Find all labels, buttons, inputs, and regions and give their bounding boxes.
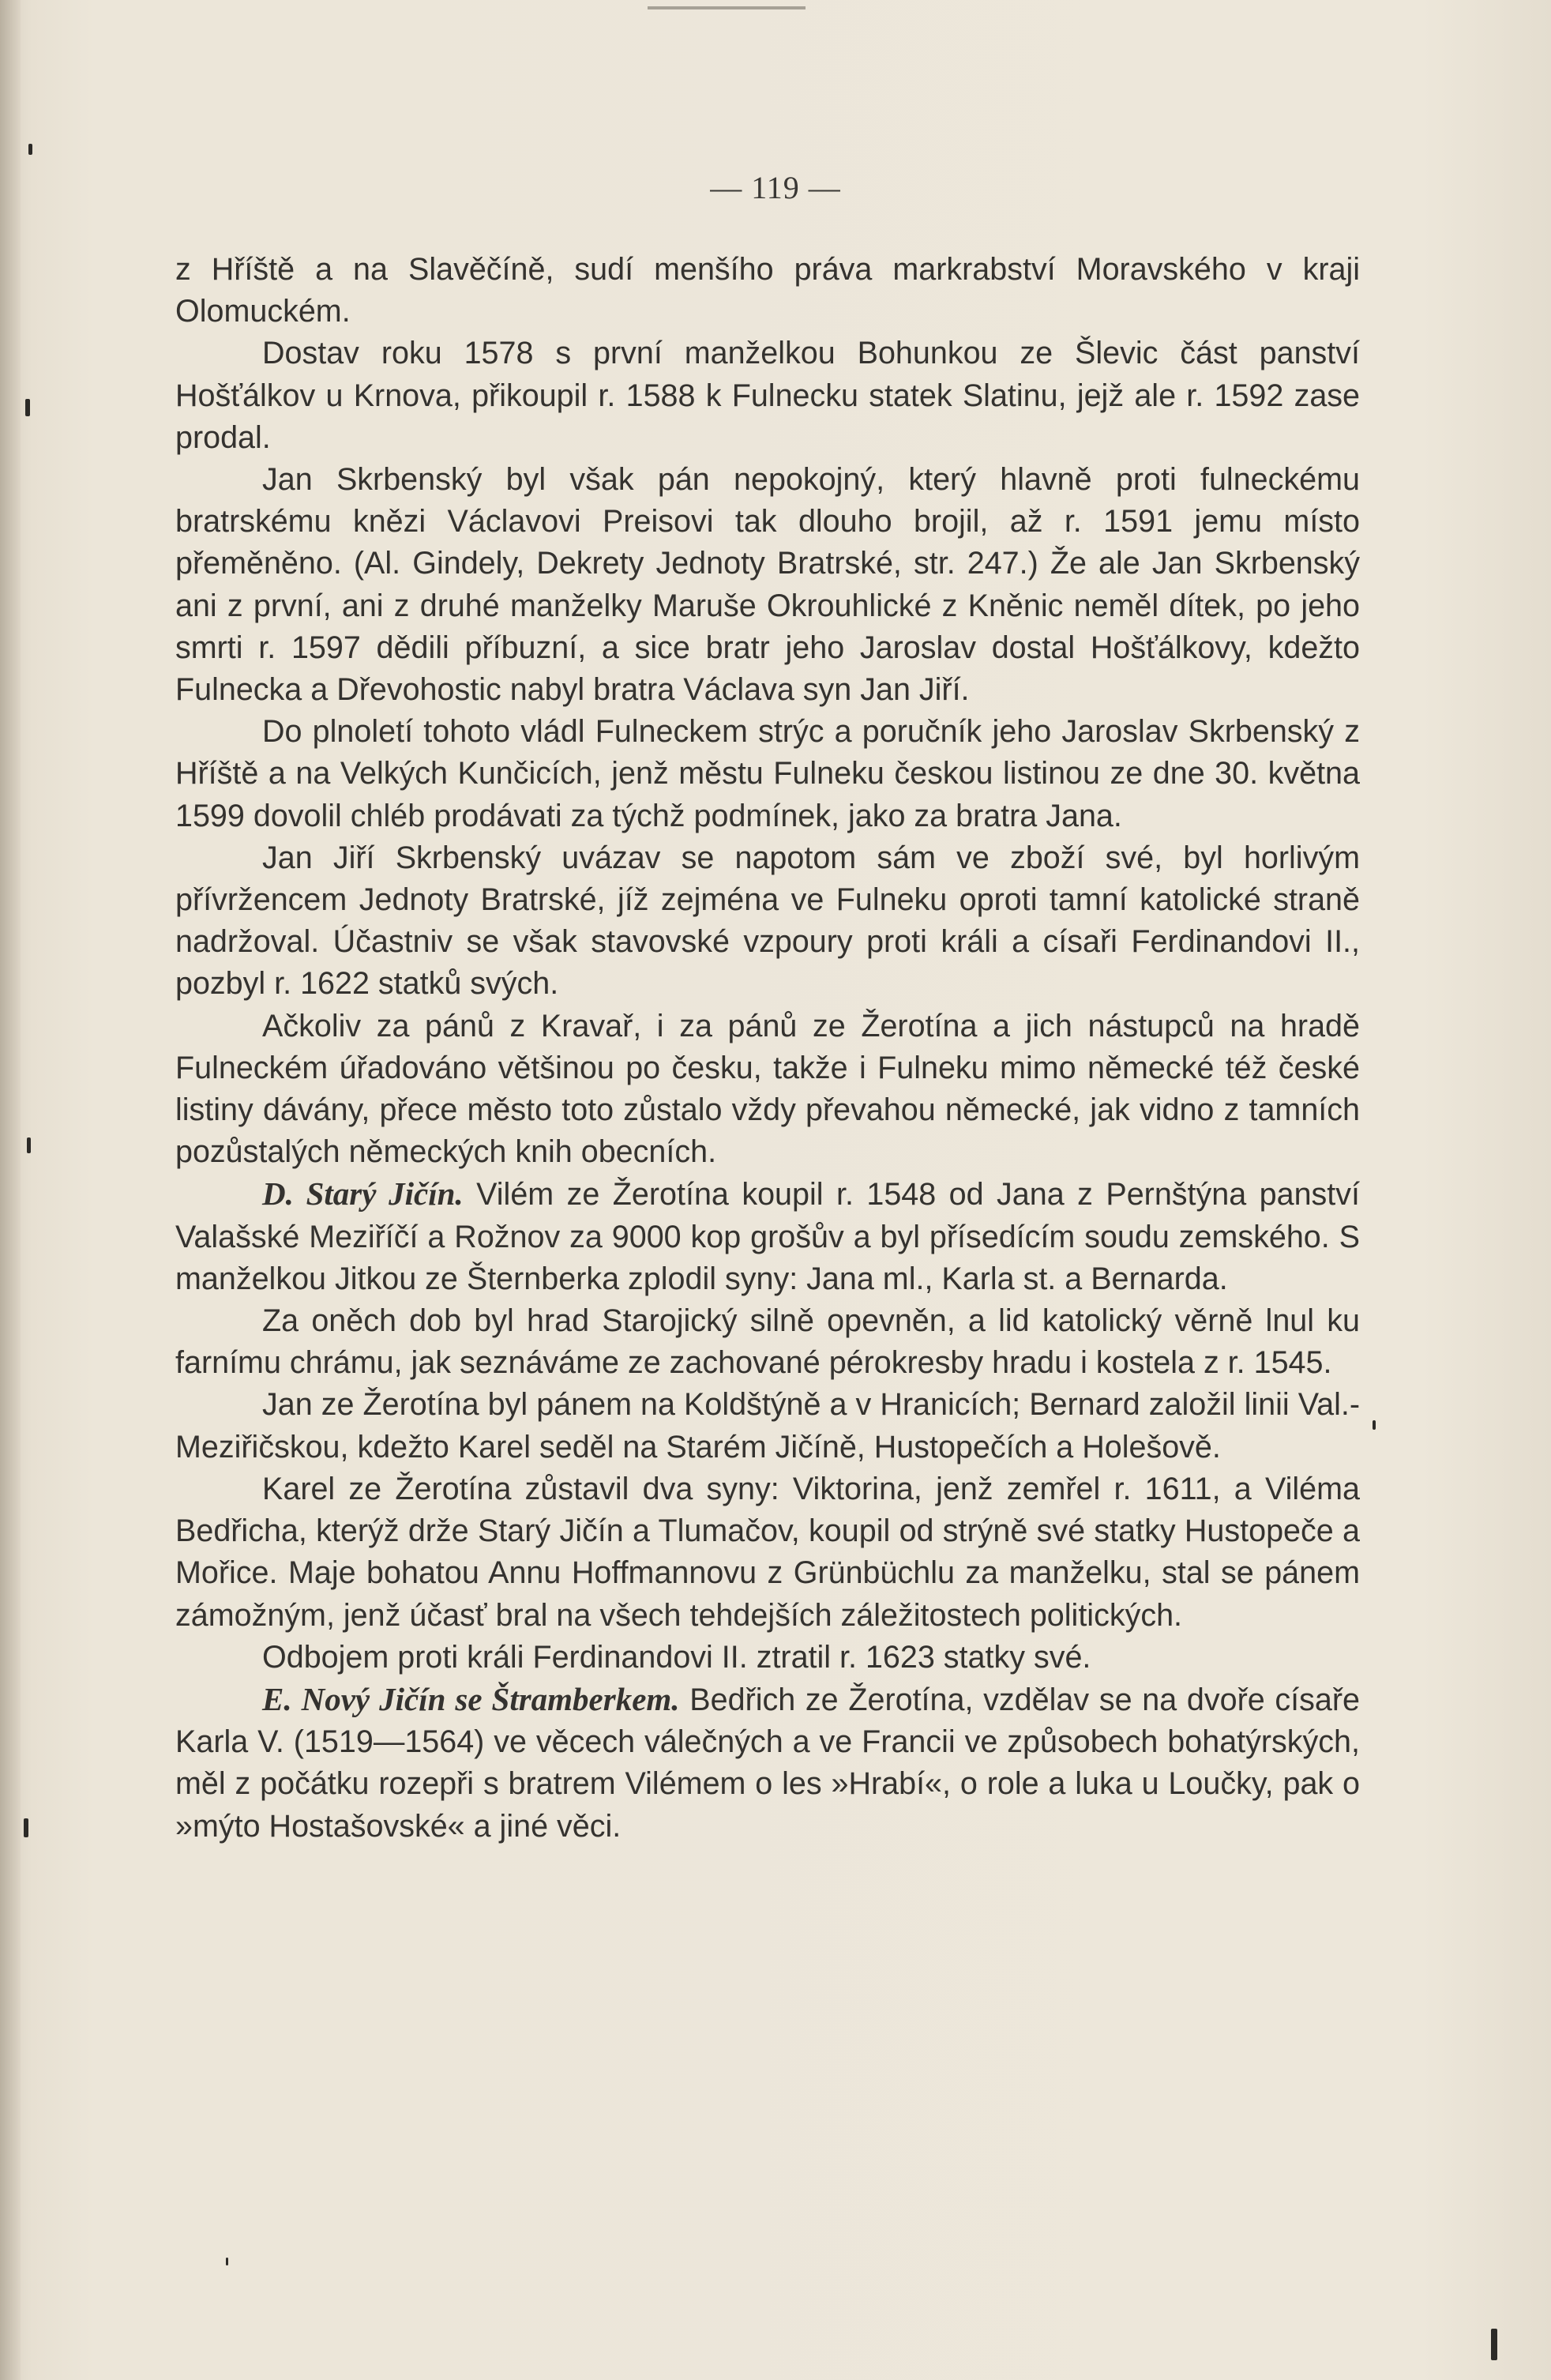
paragraph-1: z Hříště a na Slavěčíně, sudí menšího práva markrabství Moravského v kraji Olomuckém. [175,252,1360,329]
binding-edge [0,0,21,2380]
scan-mark [25,399,30,416]
top-rule [648,6,806,9]
scan-mark [1373,1420,1376,1430]
paragraph-10: Karel ze Žerotína zůstavil dva syny: Viktorina, jenž zemřel r. 1611, a Viléma Bedřicha, kterýž drže Starý Jičín a Tlumačov, koupil od strýně své statky Hustopeče a Mořice. Maje bohatou Annu Hoffmannovu z Grünbüchlu za manželku, stal se pánem zámožným, jenž účasť bral na všech tehdejších záležitostech politických. [175,1471,1360,1633]
page-number: — 119 — [710,170,841,205]
paragraph-2: Dostav roku 1578 s první manželkou Bohunkou ze Šlevic část panství Hošťálkov u Krnova, přikoupil r. 1588 k Fulnecku statek Slatinu, jejž ale r. 1592 zase prodal. [175,336,1360,455]
body-text [175,249,1360,1848]
scan-mark [1491,2329,1497,2360]
paragraph-12 [175,1679,1360,1848]
paragraph-7 [175,1173,1360,1300]
section-heading-e: E. Nový Jičín se Štramberkem. [262,1680,680,1717]
paragraph-11: Odbojem proti králi Ferdinandovi II. ztratil r. 1623 statky své. [262,1639,1091,1675]
scan-mark [28,144,32,155]
paragraph-5: Jan Jiří Skrbenský uvázav se napotom sám ve zboží své, byl horlivým přívržencem Jednoty Bratrské, jíž zejména ve Fulneku oproti tamní katolické straně nadržoval. Účastniv se však stavovské vzpoury proti králi a císaři Ferdinandovi II., pozbyl r. 1622 statků svých. [175,840,1360,1002]
scan-mark [24,1818,28,1837]
paragraph-4: Do plnoletí tohoto vládl Fulneckem strýc a poručník jeho Jaroslav Skrbenský z Hříště a na Velkých Kunčicích, jenž městu Fulneku českou listinou ze dne 30. května 1599 dovolil chléb prodávati za týchž podmínek, jako za bratra Jana. [175,714,1360,833]
scan-mark [27,1137,31,1153]
paragraph-12-text: Bedřich ze Žerotína, vzdělav se na dvoře císaře Karla V. (1519—1564) ve věcech válečných a ve Francii ve způsobech bohatýrských, měl z počátku rozepři s bratrem Vilémem o les »Hrabí«, o role a luka u Loučky, pak o »mýto Hostašovské« a jiné věci. [175,1682,1360,1844]
paragraph-3: Jan Skrbenský byl však pán nepokojný, který hlavně proti fulneckému bratrskému knězi Václavovi Preisovi tak dlouho brojil, až r. 1591 jemu místo přeměněno. (Al. Gindely, Dekrety Jednoty Bratrské, str. 247.) Že ale Jan Skrbenský ani z první, ani z druhé manželky Maruše Okrouhlické z Kněnic neměl dítek, po jeho smrti r. 1597 dědili příbuzní, a sice bratr jeho Jaroslav dostal Hošťálkovy, kdežto Fulnecka a Dřevohostic nabyl bratra Václava syn Jan Jiří. [175,462,1360,708]
paragraph-6: Ačkoliv za pánů z Kravař, i za pánů ze Žerotína a jich nástupců na hradě Fulneckém úřadováno většinou po česku, takže i Fulneku mimo německé též české listiny dávány, přece město toto zůstalo vždy převahou německé, jak vidno z tamních pozůstalých německých knih obecních. [175,1008,1360,1170]
paragraph-8: Za oněch dob byl hrad Starojický silně opevněn, a lid katolický věrně lnul ku farnímu chrámu, jak seznáváme ze zachované pérokresby hradu i kostela z r. 1545. [175,1303,1360,1381]
paragraph-7-text: Vilém ze Žerotína koupil r. 1548 od Jana z Pernštýna panství Valašské Meziříčí a Rožnov za 9000 kop grošův a byl přísedícím soudu zemského. S manželkou Jitkou ze Šternberka zplodil syny: Jana ml., Karla st. a Bernarda. [175,1177,1360,1296]
scan-mark [226,2258,228,2265]
section-heading-d: D. Starý Jičín. [262,1175,464,1213]
paragraph-9: Jan ze Žerotína byl pánem na Koldštýně a v Hranicích; Bernard založil linii Val.-Meziřičskou, kdežto Karel seděl na Starém Jičíně, Hustopečích a Holešově. [175,1387,1360,1464]
